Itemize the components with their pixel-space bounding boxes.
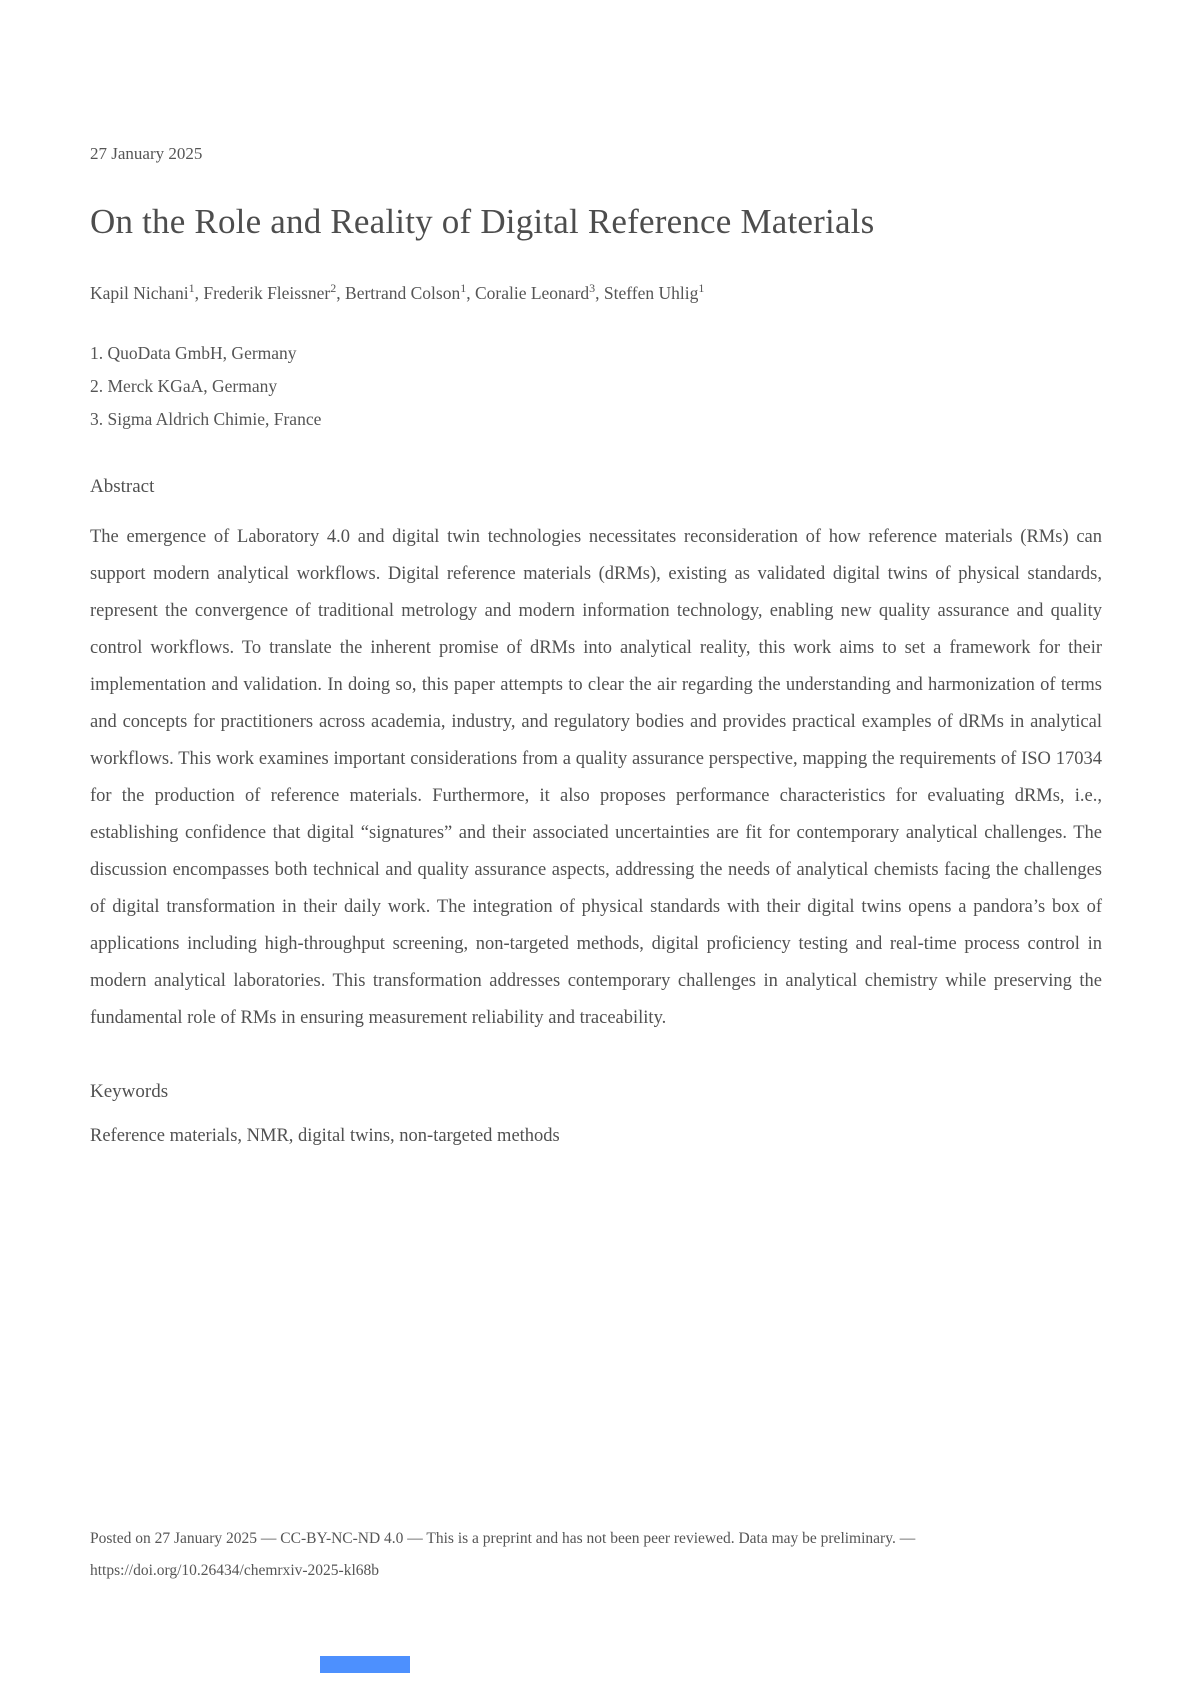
- author-affiliation-superscript: 1: [698, 281, 705, 296]
- abstract-heading: Abstract: [90, 476, 155, 497]
- affiliation-list: [90, 337, 1102, 436]
- author-list: Kapil Nichani$^1$, Frederik Fleissner$^2$, Bertrand Colson$^1$, Coralie Leonard$^3$, Steffen Uhlig$^1$: [90, 281, 705, 303]
- author-affiliation-superscript: 3: [589, 281, 596, 296]
- paper-title: On the Role and Reality of Digital Reference Materials: [90, 202, 875, 241]
- author-name: Coralie Leonard: [474, 283, 590, 303]
- author-name: Kapil Nichani: [90, 283, 189, 303]
- author-affiliation-superscript: 1: [460, 281, 467, 296]
- author-affiliation-superscript: 1: [188, 281, 195, 296]
- affiliation-item: 3. Sigma Aldrich Chimie, France: [90, 409, 322, 429]
- keywords-text: Reference materials, NMR, digital twins, non-targeted methods: [90, 1126, 560, 1146]
- affiliation-item: 1. QuoData GmbH, Germany: [90, 343, 297, 363]
- author-affiliation-superscript: 2: [330, 281, 337, 296]
- keywords-heading: Keywords: [90, 1081, 169, 1102]
- affiliation-item: 2. Merck KGaA, Germany: [90, 376, 278, 396]
- footer-license-text: Posted on 27 January 2025 — CC-BY-NC-ND 4.0 — This is a preprint and has not been peer reviewed. Data may be preliminary. —: [90, 1530, 916, 1547]
- posted-date: 27 January 2025: [90, 144, 203, 163]
- bottom-blue-bar: [320, 1656, 410, 1673]
- author-name: Frederik Fleissner: [203, 283, 331, 303]
- author-name: Bertrand Colson: [345, 283, 461, 303]
- author-name: Steffen Uhlig: [603, 283, 699, 303]
- abstract-text: The emergence of Laboratory 4.0 and digital twin technologies necessitates reconsideration of how reference materials (RMs) can support modern analytical workflows. Digital reference materials (dRMs), existing as validated digital twins of physical standards, represent the convergence of traditional metrology and modern information technology, enabling new quality assurance and quality control workflows. To translate the inherent promise of dRMs into analytical reality, this work aims to set a framework for their implementation and validation. In doing so, this paper attempts to clear the air regarding the understanding and harmonization of terms and concepts for practitioners across academia, industry, and regulatory bodies and provides practical examples of dRMs in analytical workflows. This work examines important considerations from a quality assurance perspective, mapping the requirements of ISO 17034 for the production of reference materials. Furthermore, it also proposes performance characteristics for evaluating dRMs, i.e., establishing confidence that digital “signatures” and their associated uncertainties are fit for contemporary analytical challenges. The discussion encompasses both technical and quality assurance aspects, addressing the needs of analytical chemists facing the challenges of digital transformation in their daily work. The integration of physical standards with their digital twins opens a pandora’s box of applications including high-throughput screening, non-targeted methods, digital proficiency testing and real-time process control in modern analytical laboratories. This transformation addresses contemporary challenges in analytical chemistry while preserving the fundamental role of RMs in ensuring measurement reliability and traceability.: [90, 527, 1102, 1028]
- footer-doi-link[interactable]: https://doi.org/10.26434/chemrxiv-2025-kl68b: [90, 1562, 380, 1579]
- footer: [90, 1523, 1102, 1587]
